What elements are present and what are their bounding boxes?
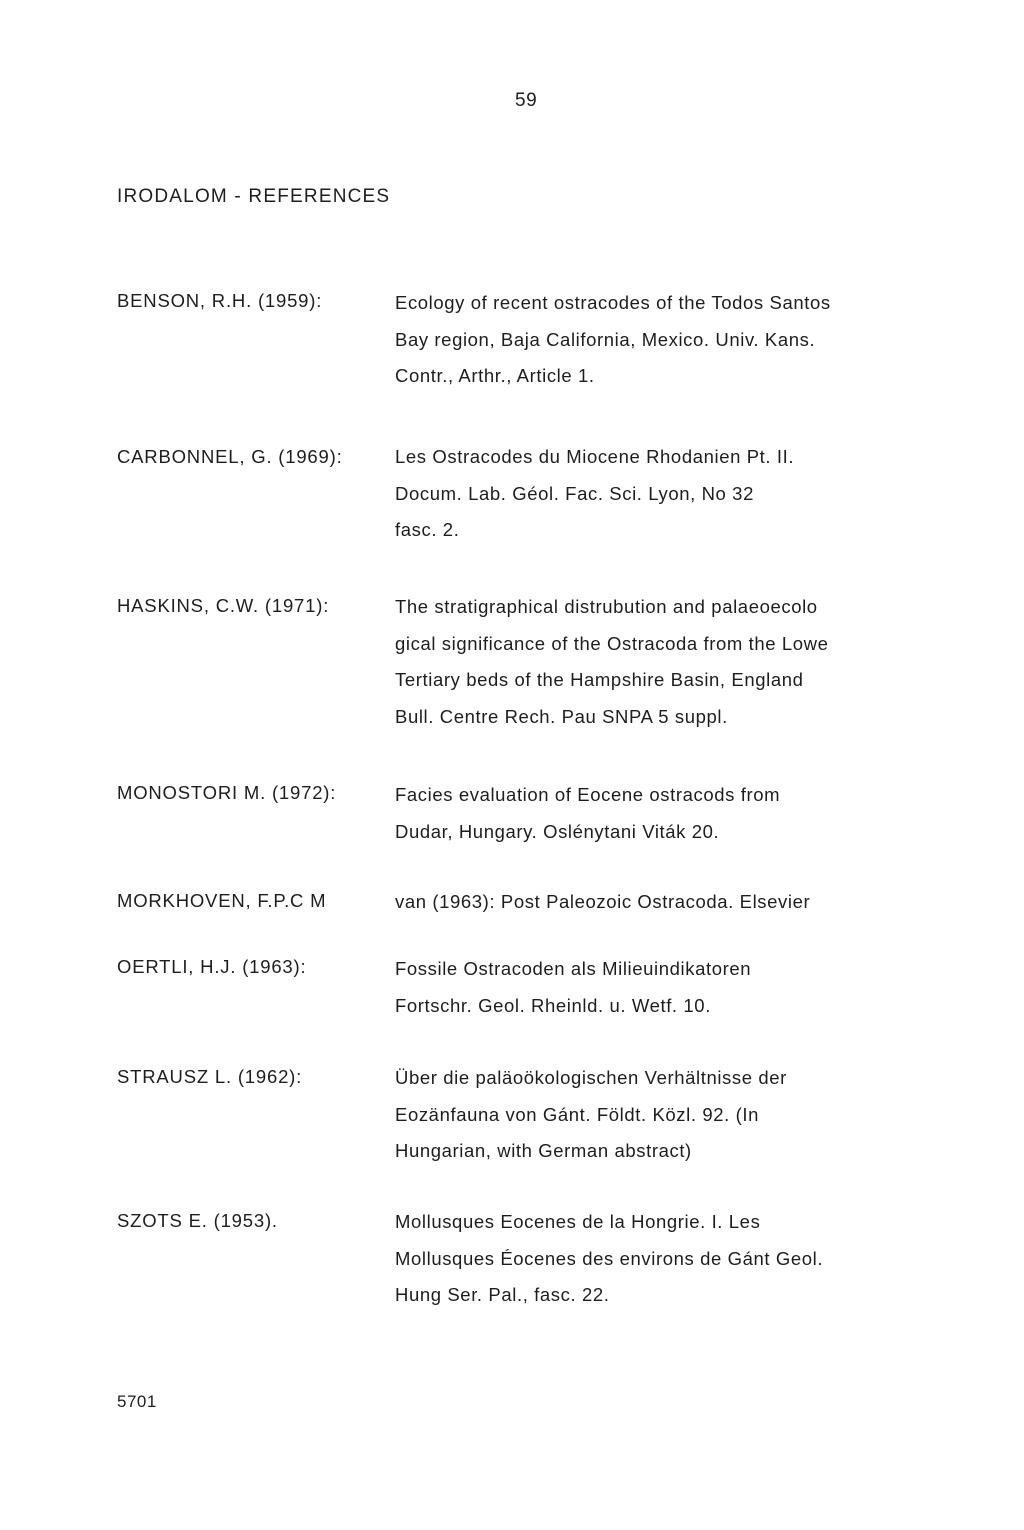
citation-line: Eozänfauna von Gánt. Földt. Közl. 92. (In (395, 1103, 759, 1125)
citation-line: Bull. Centre Rech. Pau SNPA 5 suppl. (395, 705, 728, 727)
citation-line: Ecology of recent ostracodes of the Todos Santos (395, 292, 831, 313)
page-number: 59 (515, 90, 538, 111)
citation-line: Dudar, Hungary. Oslénytani Viták 20. (395, 820, 720, 842)
reference-citation-haskins (395, 589, 829, 735)
footer-code: 5701 (117, 1392, 157, 1411)
citation-line: Tertiary beds of the Hampshire Basin, England (395, 669, 804, 690)
citation-line: Les Ostracodes du Miocene Rhodanien Pt. II. (395, 446, 795, 467)
reference-citation-carbonnel (395, 439, 794, 549)
citation-line: Docum. Lab. Géol. Fac. Sci. Lyon, No 32 (395, 482, 754, 504)
citation-line: Fossile Ostracoden als Milieuindikatoren (395, 958, 752, 979)
reference-citation-monostori (395, 777, 780, 850)
reference-citation-strausz (395, 1060, 787, 1170)
reference-author-strausz: STRAUSZ L. (1962): (117, 1066, 303, 1087)
reference-citation-szots (395, 1204, 823, 1314)
citation-line: Contr., Arthr., Article 1. (395, 365, 595, 386)
citation-line: gical significance of the Ostracoda from the Lowe (395, 632, 829, 654)
reference-citation-oertli (395, 951, 751, 1024)
citation-line: van (1963): Post Paleozoic Ostracoda. Elsevier (395, 891, 811, 912)
citation-line: Über die paläoökologischen Verhältnisse der (395, 1067, 787, 1088)
reference-citation-benson (395, 285, 831, 395)
citation-line: The stratigraphical distrubution and palaeoecolo (395, 596, 818, 617)
references-heading: IRODALOM - REFERENCES (117, 186, 391, 207)
reference-author-szots: SZOTS E. (1953). (117, 1210, 278, 1231)
citation-line: Fortschr. Geol. Rheinld. u. Wetf. 10. (395, 994, 711, 1016)
citation-line: Hungarian, with German abstract) (395, 1140, 692, 1161)
reference-author-monostori: MONOSTORI M. (1972): (117, 782, 337, 803)
reference-citation-morkhoven (395, 884, 810, 921)
reference-author-benson: BENSON, R.H. (1959): (117, 290, 323, 311)
citation-line: Facies evaluation of Eocene ostracods from (395, 784, 781, 805)
reference-author-morkhoven: MORKHOVEN, F.P.C M (117, 890, 327, 911)
citation-line: Bay region, Baja California, Mexico. Univ. Kans. (395, 328, 816, 350)
citation-line: fasc. 2. (395, 519, 460, 540)
citation-line: Mollusques Eocenes de la Hongrie. I. Les (395, 1211, 761, 1232)
reference-author-carbonnel: CARBONNEL, G. (1969): (117, 446, 343, 467)
reference-author-oertli: OERTLI, H.J. (1963): (117, 956, 307, 977)
citation-line: Hung Ser. Pal., fasc. 22. (395, 1284, 610, 1305)
citation-line: Mollusques Éocenes des environs de Gánt Geol. (395, 1247, 824, 1269)
reference-author-haskins: HASKINS, C.W. (1971): (117, 595, 330, 616)
